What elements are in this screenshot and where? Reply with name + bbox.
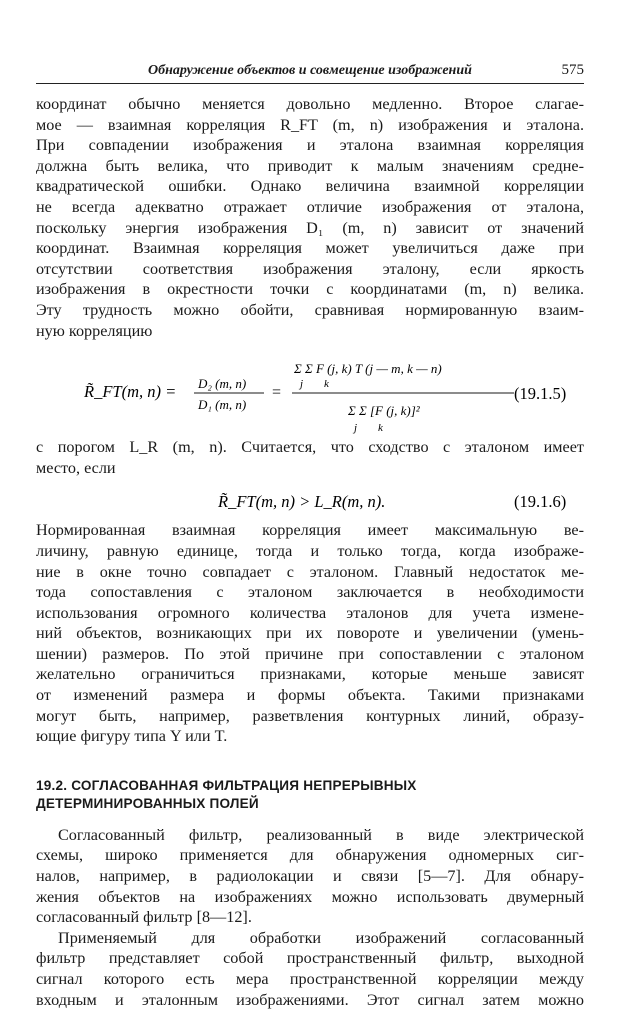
text-line: желательно ограничиться признаками, которые меньше зависят	[36, 665, 584, 684]
sum-index-k: k	[324, 378, 329, 391]
text-line: отсутствии соответствия изображения эталону, если яркость	[36, 259, 584, 278]
equation-19-1-6-figure	[36, 482, 584, 520]
text-line: Согласованный фильтр, реализованный в виде электрической	[58, 825, 584, 844]
running-header	[36, 62, 584, 84]
sum-index-j: j	[354, 422, 358, 435]
text-line: схемы, широко применяется для обнаружения одномерных сиг-	[36, 846, 584, 865]
text-line: ние в окне точно совпадает с эталоном. Главный недостаток ме-	[36, 562, 584, 581]
text-line: Применяемый для обработки изображений согласованный	[58, 928, 584, 947]
equation-number: (19.1.5)	[514, 384, 567, 404]
text-line: согласованный фильтр [8—12].	[36, 908, 252, 927]
text-line: место, если	[36, 458, 116, 477]
formula-frac1-denominator: D₁ (m, n)	[198, 397, 247, 413]
paragraph-1	[36, 94, 584, 341]
text-line: координат. Взаимная корреляция может увеличиться даже при	[36, 239, 584, 258]
text-line: от изменений размера и формы объекта. Такими признаками	[36, 686, 584, 705]
equation-19-1-6	[36, 482, 584, 520]
equation-19-1-5	[36, 345, 584, 437]
text-line: фильтр представляет собой пространственный фильтр, выходной	[36, 949, 584, 968]
page-number: 575	[561, 62, 584, 78]
formula-frac2-denominator: Σ Σ [F (j, k)]²	[348, 403, 420, 419]
formula-frac2-numerator: Σ Σ F (j, k) T (j — m, k — n)	[294, 361, 442, 377]
text-line: должна быть велика, что приводит к малым значениям средне-	[36, 156, 584, 175]
section-title-line: 19.2. СОГЛАСОВАННАЯ ФИЛЬТРАЦИЯ НЕПРЕРЫВНЫХ	[36, 777, 417, 793]
text-line: входным и эталонным изображениями. Этот сигнал затем можно	[36, 990, 584, 1009]
paragraph-2	[36, 437, 584, 478]
section-heading	[36, 777, 584, 813]
text-line: координат обычно меняется довольно медленно. Второе слагае-	[36, 95, 584, 113]
text-line: тода сопоставления с эталоном заключается в необходимости	[36, 583, 584, 602]
text-line: использования огромного количества эталонов для учета измене-	[36, 603, 584, 622]
text-line: жения объектов на изображениях можно использовать двумерный	[36, 887, 584, 906]
formula-frac1-numerator: D₂ (m, n)	[198, 376, 247, 392]
text-line: с порогом L_R (m, n). Считается, что сходство с эталоном имеет	[36, 438, 584, 457]
text-line: ную корреляцию	[36, 321, 153, 340]
text-line: квадратической ошибки. Однако величина взаимной корреляции	[36, 177, 584, 196]
text-line: шении) размеров. По этой причине при сопоставлении с эталоном	[36, 644, 584, 663]
sum-index-j: j	[300, 378, 304, 391]
text-line: сигнал которого есть мера пространственной корреляции между	[36, 970, 584, 988]
sum-index-k: k	[378, 422, 383, 435]
formula-lhs: R̃_FT(m, n) =	[84, 382, 177, 402]
text-line: При совпадении изображения и эталона взаимная корреляция	[36, 136, 584, 155]
text-line: Нормированная взаимная корреляция имеет максимальную ве-	[36, 521, 584, 540]
text-line: могут быть, например, разветвления контурных линий, образу-	[36, 706, 584, 725]
formula-expression: R̃_FT(m, n) > L_R(m, n).	[218, 492, 386, 512]
text-line: ний объектов, возникающих при их повороте и увеличении (умень-	[36, 624, 584, 643]
text-line: личину, равную единице, тогда и только тогда, когда изображе-	[36, 541, 584, 560]
paragraph-5	[36, 928, 584, 1010]
formula-equals: =	[272, 384, 282, 402]
running-header-title: Обнаружение объектов и совмещение изображений	[148, 63, 472, 78]
text-line: мое — взаимная корреляция R_FT (m, n) изображения и эталона.	[36, 115, 584, 134]
page	[36, 62, 584, 1010]
text-line: изображения в окрестности точки с координатами (m, n) велика.	[36, 280, 584, 299]
equation-number: (19.1.6)	[514, 492, 567, 512]
paragraph-4	[36, 825, 584, 928]
text-line: не всегда адекватно отражает отличие изображения от эталона,	[36, 197, 584, 216]
paragraph-3	[36, 520, 584, 747]
text-line: поскольку энергия изображения D₁ (m, n) зависит от значений	[36, 218, 584, 237]
section-title-line: ДЕТЕРМИНИРОВАННЫХ ПОЛЕЙ	[36, 795, 259, 811]
text-line: налов, например, в радиолокации и связи [5—7]. Для обнару-	[36, 867, 584, 886]
text-line: ющие фигуру типа Y или T.	[36, 727, 228, 746]
text-line: Эту трудность можно обойти, сравнивая нормированную взаим-	[36, 300, 584, 319]
equation-19-1-5-figure	[36, 345, 584, 437]
